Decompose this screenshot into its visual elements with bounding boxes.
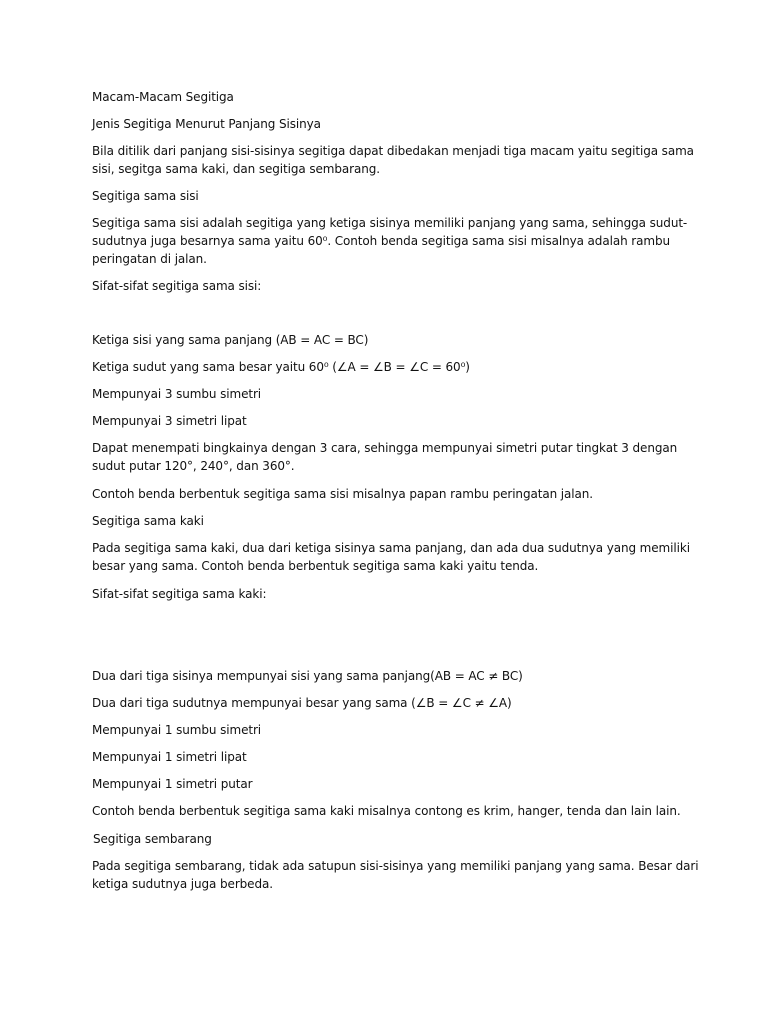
intro-paragraph-line: sisi, segitga sama kaki, dan segitiga sembarang. [92, 162, 380, 176]
equilateral-prop-item: Ketiga sudut yang sama besar yaitu 60⁰ (∠A = ∠B = ∠C = 60⁰) [92, 360, 470, 374]
equilateral-prop-item: Ketiga sisi yang sama panjang (AB = AC = BC) [92, 333, 369, 347]
heading-scalene: Segitiga sembarang [93, 832, 212, 846]
equilateral-prop-item: Mempunyai 3 sumbu simetri [92, 387, 262, 401]
intro-paragraph-line: Bila ditilik dari panjang sisi-sisinya segitiga dapat dibedakan menjadi tiga macam yaitu segitiga sama [92, 144, 694, 158]
equilateral-desc-line: sudutnya juga besarnya sama yaitu 60⁰. Contoh benda segitiga sama sisi misalnya adalah rambu [92, 234, 670, 248]
isosceles-prop-item: Dua dari tiga sudutnya mempunyai besar yang sama (∠B = ∠C ≠ ∠A) [92, 696, 512, 710]
equilateral-example: Contoh benda berbentuk segitiga sama sisi misalnya papan rambu peringatan jalan. [92, 487, 593, 501]
document-title: Macam-Macam Segitiga [92, 90, 234, 104]
isosceles-example: Contoh benda berbentuk segitiga sama kaki misalnya contong es krim, hanger, tenda dan lain lain. [92, 804, 681, 818]
equilateral-rotation-line: Dapat menempati bingkainya dengan 3 cara, sehingga mempunyai simetri putar tingkat 3 dengan [92, 441, 678, 455]
isosceles-prop-item: Mempunyai 1 sumbu simetri [92, 723, 262, 737]
heading-equilateral: Segitiga sama sisi [92, 189, 199, 203]
equilateral-props-heading: Sifat-sifat segitiga sama sisi: [92, 279, 262, 293]
equilateral-desc-line: Segitiga sama sisi adalah segitiga yang ketiga sisinya memiliki panjang yang sama, sehingga sudut- [92, 216, 688, 230]
isosceles-desc-line: besar yang sama. Contoh benda berbentuk segitiga sama kaki yaitu tenda. [92, 559, 539, 573]
scalene-desc-line: Pada segitiga sembarang, tidak ada satupun sisi-sisinya yang memiliki panjang yang sama. Besar dari [92, 859, 699, 873]
isosceles-desc-line: Pada segitiga sama kaki, dua dari ketiga sisinya sama panjang, dan ada dua sudutnya yang memiliki [92, 541, 690, 555]
equilateral-desc-line: peringatan di jalan. [92, 252, 207, 266]
heading-isosceles: Segitiga sama kaki [92, 514, 204, 528]
scalene-desc-line: ketiga sudutnya juga berbeda. [92, 877, 273, 891]
isosceles-props-heading: Sifat-sifat segitiga sama kaki: [92, 587, 267, 601]
section-subtitle: Jenis Segitiga Menurut Panjang Sisinya [92, 117, 321, 131]
isosceles-prop-item: Mempunyai 1 simetri lipat [92, 750, 247, 764]
equilateral-rotation-line: sudut putar 120°, 240°, dan 360°. [92, 459, 295, 473]
isosceles-prop-item: Dua dari tiga sisinya mempunyai sisi yang sama panjang(AB = AC ≠ BC) [92, 669, 523, 683]
isosceles-prop-item: Mempunyai 1 simetri putar [92, 777, 253, 791]
equilateral-prop-item: Mempunyai 3 simetri lipat [92, 414, 247, 428]
